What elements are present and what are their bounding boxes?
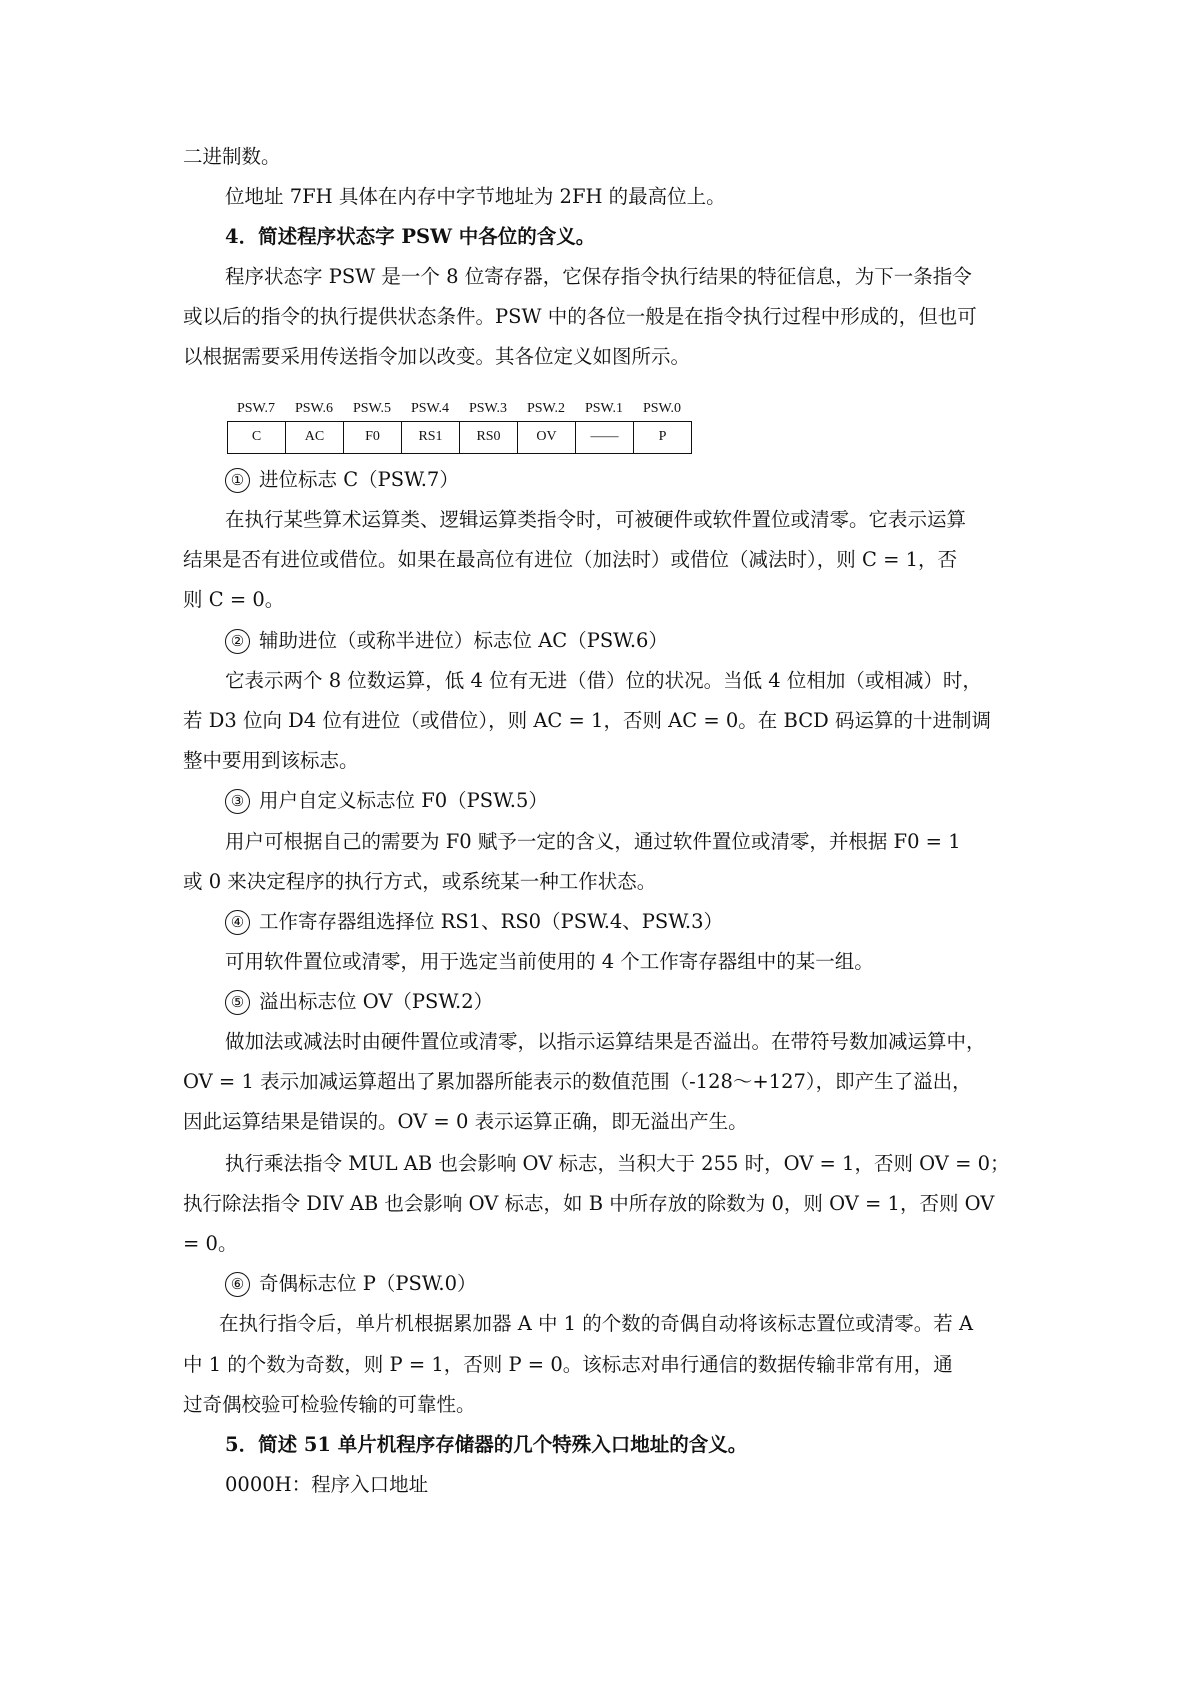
paragraph-line: 或 0 来决定程序的执行方式，或系统某一种工作状态。 <box>183 870 657 893</box>
paragraph-line: 结果是否有进位或借位。如果在最高位有进位（加法时）或借位（减法时），则 C = 1，否 <box>183 548 958 571</box>
psw-bit-cell: C <box>228 422 286 453</box>
item-title: 用户自定义标志位 F0（PSW.5） <box>259 789 548 812</box>
paragraph-line: 它表示两个 8 位数运算，低 4 位有无进（借）位的状况。当低 4 位相加（或相减）时， <box>225 669 982 692</box>
text-line: 二进制数。 <box>183 145 281 168</box>
item-title: 辅助进位（或称半进位）标志位 AC（PSW.6） <box>259 629 668 652</box>
paragraph-line: 过奇偶校验可检验传输的可靠性。 <box>183 1393 476 1416</box>
item-heading-p <box>225 1271 1025 1297</box>
item-title: 进位标志 C（PSW.7） <box>259 468 459 491</box>
circled-number: ③ <box>225 789 250 814</box>
text-line: 位地址 7FH 具体在内存中字节地址为 2FH 的最高位上。 <box>225 185 726 208</box>
circled-number: ② <box>225 629 250 654</box>
question-5-heading: 5．简述 51 单片机程序存储器的几个特殊入口地址的含义。 <box>225 1433 748 1456</box>
paragraph-line: 执行乘法指令 MUL AB 也会影响 OV 标志，当积大于 255 时，OV = 1，否则 OV = 0； <box>225 1152 1010 1175</box>
psw-bit-cell: P <box>658 429 667 444</box>
item-title: 溢出标志位 OV（PSW.2） <box>259 990 494 1013</box>
paragraph-line: 执行除法指令 DIV AB 也会影响 OV 标志，如 B 中所存放的除数为 0，则 OV = 1，否则 OV <box>183 1192 995 1215</box>
psw-header: PSW.7 <box>236 401 275 416</box>
psw-header: PSW.5 <box>352 401 391 416</box>
psw-header: PSW.4 <box>410 401 449 416</box>
item-title: 工作寄存器组选择位 RS1、RS0（PSW.4、PSW.3） <box>259 910 724 933</box>
circled-number: ④ <box>225 910 250 935</box>
psw-header: PSW.2 <box>526 401 565 416</box>
paragraph-line: 程序状态字 PSW 是一个 8 位寄存器，它保存指令执行结果的特征信息，为下一条指令 <box>225 265 972 288</box>
psw-bit-cell: OV <box>518 422 576 453</box>
paragraph-line: 因此运算结果是错误的。OV = 0 表示运算正确，即无溢出产生。 <box>183 1110 748 1133</box>
paragraph-line: 用户可根据自己的需要为 F0 赋予一定的含义，通过软件置位或清零，并根据 F0 = 1 <box>225 830 961 853</box>
psw-header: PSW.0 <box>642 401 681 416</box>
item-heading-rs <box>225 909 1025 935</box>
paragraph-line: 可用软件置位或清零，用于选定当前使用的 4 个工作寄存器组中的某一组。 <box>225 950 874 973</box>
paragraph-line: 则 C = 0。 <box>183 588 285 611</box>
psw-header: PSW.1 <box>584 401 623 416</box>
psw-bit-cell: F0 <box>344 422 402 453</box>
paragraph-line: 以根据需要采用传送指令加以改变。其各位定义如图所示。 <box>183 345 691 368</box>
paragraph-line: 在执行某些算术运算类、逻辑运算类指令时，可被硬件或软件置位或清零。它表示运算 <box>225 508 967 531</box>
item-heading-ov <box>225 989 1025 1015</box>
psw-bit-cell: —— <box>576 422 634 453</box>
psw-bit-headers <box>227 401 695 419</box>
circled-number: ⑤ <box>225 990 250 1015</box>
paragraph-line: 若 D3 位向 D4 位有进位（或借位），则 AC = 1，否则 AC = 0。在 BCD 码运算的十进制调 <box>183 709 991 732</box>
psw-header: PSW.3 <box>468 401 507 416</box>
psw-bit-table <box>227 421 692 454</box>
psw-bit-cell: RS1 <box>402 422 460 453</box>
item-heading-c <box>225 467 1025 493</box>
circled-number: ⑥ <box>225 1272 250 1297</box>
paragraph-line: 在执行指令后，单片机根据累加器 A 中 1 的个数的奇偶自动将该标志置位或清零。若 A <box>219 1312 974 1335</box>
psw-header: PSW.6 <box>294 401 333 416</box>
psw-bit-cell: RS0 <box>460 422 518 453</box>
item-heading-f0 <box>225 788 1025 814</box>
question-4-heading: 4．简述程序状态字 PSW 中各位的含义。 <box>225 225 596 248</box>
paragraph-line: 中 1 的个数为奇数，则 P = 1，否则 P = 0。该标志对串行通信的数据传输非常有用，通 <box>183 1353 953 1376</box>
circled-number: ① <box>225 468 250 493</box>
paragraph-line: = 0。 <box>183 1232 238 1255</box>
item-heading-ac <box>225 628 1025 654</box>
text-line: 0000H：程序入口地址 <box>225 1473 429 1496</box>
paragraph-line: 或以后的指令的执行提供状态条件。PSW 中的各位一般是在指令执行过程中形成的，但也可 <box>183 305 977 328</box>
paragraph-line: 做加法或减法时由硬件置位或清零，以指示运算结果是否溢出。在带符号数加减运算中， <box>225 1030 986 1053</box>
paragraph-line: 整中要用到该标志。 <box>183 749 359 772</box>
item-title: 奇偶标志位 P（PSW.0） <box>259 1272 477 1295</box>
psw-bit-cell: AC <box>286 422 344 453</box>
paragraph-line: OV = 1 表示加减运算超出了累加器所能表示的数值范围（-128～+127），即产生了溢出， <box>183 1070 972 1093</box>
